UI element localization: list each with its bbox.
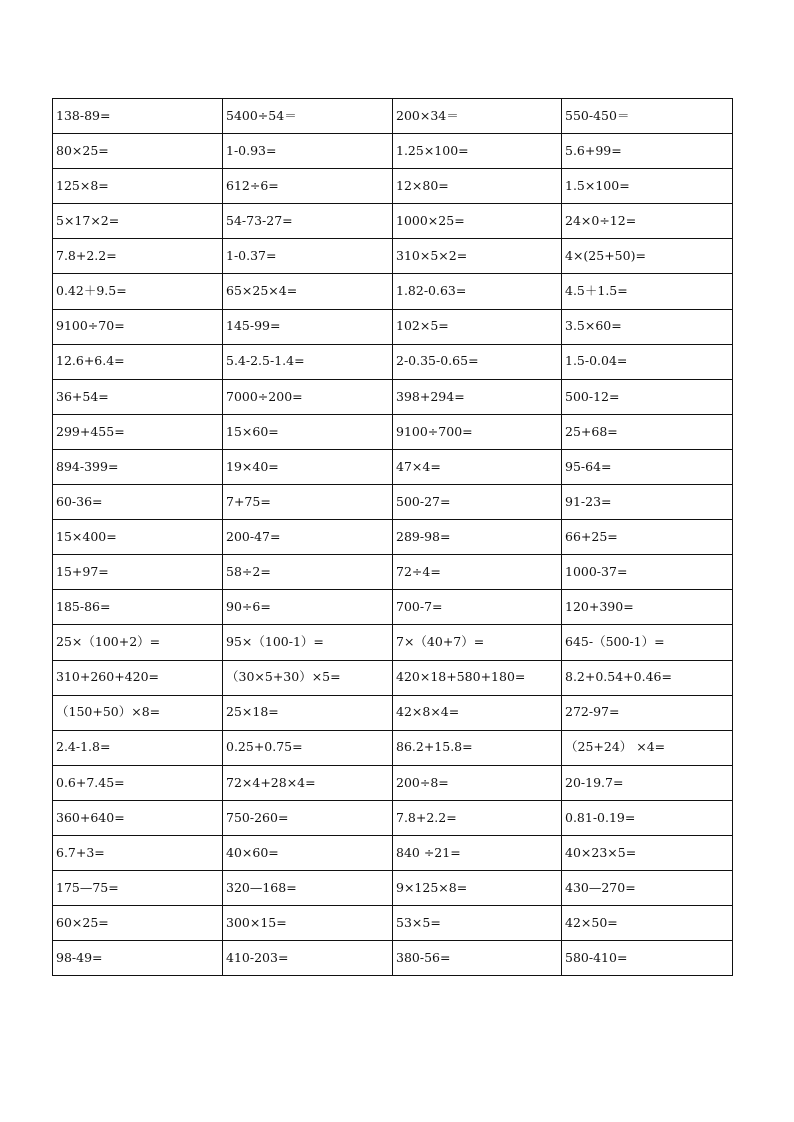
problem-cell: 840 ÷21=: [393, 835, 562, 870]
problem-cell: 5×17×2=: [53, 204, 223, 239]
problem-cell: 120+390=: [562, 590, 733, 625]
table-row: [53, 344, 733, 379]
problem-cell: 42×8×4=: [393, 695, 562, 730]
problem-cell: 420×18+580+180=: [393, 660, 562, 695]
problem-cell: 500-27=: [393, 485, 562, 520]
problem-cell: 320—168=: [223, 871, 393, 906]
problem-cell: 550-450＝: [562, 99, 733, 134]
problem-cell: 5.6+99=: [562, 134, 733, 169]
problem-cell: 175—75=: [53, 871, 223, 906]
problem-cell: 72×4+28×4=: [223, 765, 393, 800]
problem-cell: 60-36=: [53, 485, 223, 520]
problem-cell: 299+455=: [53, 414, 223, 449]
table-row: [53, 660, 733, 695]
table-row: [53, 730, 733, 765]
problem-cell: 0.81-0.19=: [562, 800, 733, 835]
problem-cell: 9100÷70=: [53, 309, 223, 344]
problem-cell: 200-47=: [223, 520, 393, 555]
problem-cell: 0.25+0.75=: [223, 730, 393, 765]
problem-cell: 894-399=: [53, 449, 223, 484]
problem-cell: 9100÷700=: [393, 414, 562, 449]
table-row: [53, 520, 733, 555]
problem-cell: 12.6+6.4=: [53, 344, 223, 379]
problem-cell: 5.4-2.5-1.4=: [223, 344, 393, 379]
problem-cell: 15+97=: [53, 555, 223, 590]
problem-cell: 2.4-1.8=: [53, 730, 223, 765]
problem-cell: 1-0.37=: [223, 239, 393, 274]
problem-cell: 7000÷200=: [223, 379, 393, 414]
table-row: [53, 274, 733, 309]
problem-cell: 500-12=: [562, 379, 733, 414]
table-row: [53, 800, 733, 835]
problem-cell: 91-23=: [562, 485, 733, 520]
problem-cell: 80×25=: [53, 134, 223, 169]
problem-cell: 1-0.93=: [223, 134, 393, 169]
problem-cell: 1000-37=: [562, 555, 733, 590]
problem-cell: 25×（100+2）=: [53, 625, 223, 660]
problem-cell: 102×5=: [393, 309, 562, 344]
problem-cell: 86.2+15.8=: [393, 730, 562, 765]
problem-cell: 40×23×5=: [562, 835, 733, 870]
problem-cell: 4.5＋1.5=: [562, 274, 733, 309]
problem-cell: 1.5×100=: [562, 169, 733, 204]
table-row: [53, 625, 733, 660]
problem-cell: （30×5+30）×5=: [223, 660, 393, 695]
problem-cell: 310+260+420=: [53, 660, 223, 695]
table-row: [53, 449, 733, 484]
table-row: [53, 555, 733, 590]
problem-cell: 58÷2=: [223, 555, 393, 590]
problem-cell: 410-203=: [223, 941, 393, 976]
table-row: [53, 379, 733, 414]
problem-cell: 360+640=: [53, 800, 223, 835]
table-row: [53, 941, 733, 976]
table-row: [53, 695, 733, 730]
problem-cell: 645-（500-1）=: [562, 625, 733, 660]
problem-cell: （25+24） ×4=: [562, 730, 733, 765]
problem-cell: 138-89=: [53, 99, 223, 134]
problem-cell: 1000×25=: [393, 204, 562, 239]
table-row: [53, 906, 733, 941]
problem-cell: 0.6+7.45=: [53, 765, 223, 800]
problem-cell: 125×8=: [53, 169, 223, 204]
table-row: [53, 169, 733, 204]
table-row: [53, 765, 733, 800]
problem-cell: 15×60=: [223, 414, 393, 449]
problem-cell: 4×(25+50)=: [562, 239, 733, 274]
table-row: [53, 239, 733, 274]
problem-cell: 1.5-0.04=: [562, 344, 733, 379]
problem-cell: 72÷4=: [393, 555, 562, 590]
problem-cell: 7.8+2.2=: [53, 239, 223, 274]
problem-cell: 24×0÷12=: [562, 204, 733, 239]
worksheet-body: [53, 99, 733, 976]
problem-cell: 398+294=: [393, 379, 562, 414]
problem-cell: 98-49=: [53, 941, 223, 976]
problem-cell: 580-410=: [562, 941, 733, 976]
table-row: [53, 204, 733, 239]
problem-cell: 612÷6=: [223, 169, 393, 204]
problem-cell: 289-98=: [393, 520, 562, 555]
problem-cell: 750-260=: [223, 800, 393, 835]
table-row: [53, 99, 733, 134]
problem-cell: 5400÷54＝: [223, 99, 393, 134]
problem-cell: 65×25×4=: [223, 274, 393, 309]
table-row: [53, 414, 733, 449]
problem-cell: 300×15=: [223, 906, 393, 941]
problem-cell: 700-7=: [393, 590, 562, 625]
problem-cell: 47×4=: [393, 449, 562, 484]
table-row: [53, 309, 733, 344]
problem-cell: 19×40=: [223, 449, 393, 484]
problem-cell: （150+50）×8=: [53, 695, 223, 730]
problem-cell: 60×25=: [53, 906, 223, 941]
table-row: [53, 590, 733, 625]
problem-cell: 15×400=: [53, 520, 223, 555]
problem-cell: 12×80=: [393, 169, 562, 204]
problem-cell: 2-0.35-0.65=: [393, 344, 562, 379]
problem-cell: 1.82-0.63=: [393, 274, 562, 309]
problem-cell: 145-99=: [223, 309, 393, 344]
problem-cell: 90÷6=: [223, 590, 393, 625]
problem-cell: 7+75=: [223, 485, 393, 520]
problem-cell: 310×5×2=: [393, 239, 562, 274]
arithmetic-worksheet-table: [52, 98, 733, 976]
table-row: [53, 485, 733, 520]
problem-cell: 1.25×100=: [393, 134, 562, 169]
problem-cell: 95×（100-1）=: [223, 625, 393, 660]
problem-cell: 200×34＝: [393, 99, 562, 134]
problem-cell: 380-56=: [393, 941, 562, 976]
problem-cell: 36+54=: [53, 379, 223, 414]
problem-cell: 42×50=: [562, 906, 733, 941]
problem-cell: 66+25=: [562, 520, 733, 555]
problem-cell: 40×60=: [223, 835, 393, 870]
problem-cell: 3.5×60=: [562, 309, 733, 344]
problem-cell: 8.2+0.54+0.46=: [562, 660, 733, 695]
problem-cell: 25+68=: [562, 414, 733, 449]
table-row: [53, 134, 733, 169]
problem-cell: 185-86=: [53, 590, 223, 625]
problem-cell: 200÷8=: [393, 765, 562, 800]
problem-cell: 20-19.7=: [562, 765, 733, 800]
problem-cell: 7×（40+7）=: [393, 625, 562, 660]
table-row: [53, 835, 733, 870]
problem-cell: 25×18=: [223, 695, 393, 730]
problem-cell: 272-97=: [562, 695, 733, 730]
problem-cell: 53×5=: [393, 906, 562, 941]
problem-cell: 95-64=: [562, 449, 733, 484]
problem-cell: 6.7+3=: [53, 835, 223, 870]
problem-cell: 54-73-27=: [223, 204, 393, 239]
problem-cell: 0.42＋9.5=: [53, 274, 223, 309]
table-row: [53, 871, 733, 906]
problem-cell: 7.8+2.2=: [393, 800, 562, 835]
problem-cell: 9×125×8=: [393, 871, 562, 906]
problem-cell: 430—270=: [562, 871, 733, 906]
